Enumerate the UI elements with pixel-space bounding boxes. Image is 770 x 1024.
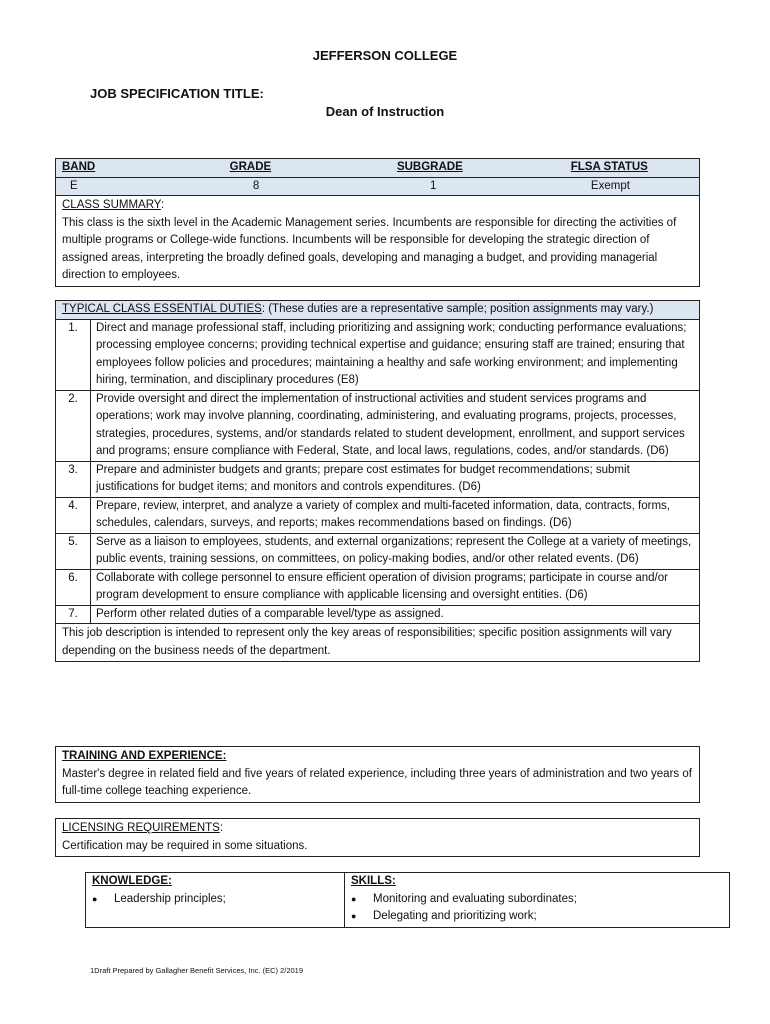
duty-number: 2.: [56, 391, 91, 461]
duty-text: Serve as a liaison to employees, students, and external organizations; represent the College at a variety of meetings, public events, training sessions, on committees, on policy-making bodies, and/or other related events. (D6): [96, 535, 692, 565]
duty-number: 3.: [56, 462, 91, 497]
duties-box: [55, 300, 700, 662]
duty-number: 1.: [56, 320, 91, 390]
duty-number: 7.: [56, 606, 91, 624]
duties-header: [56, 301, 699, 320]
duty-text: Prepare and administer budgets and grants; prepare cost estimates for budget recommendations; submit justifications for budget items; and monitors and controls expenditures. (D6): [96, 463, 630, 493]
licensing-box: LICENSING REQUIREMENTS: Certification may be required in some situations.: [55, 818, 700, 857]
knowledge-item: ● Leadership principles;: [92, 891, 344, 909]
grade-label: GRADE: [229, 161, 272, 173]
licensing-text: Certification may be required in some situations.: [62, 839, 308, 852]
class-summary-text: This class is the sixth level in the Academic Management series. Incumbents are responsible for directing the activities of multiple programs or College-wide functions. Incumbents will be responsible for developing the strategic direction of assigned areas, interpreting the broadly defined goals, developing and managing a budget, and providing managerial direction to employees.: [62, 216, 677, 281]
training-text: Master's degree in related field and five years of related experience, including three years of administration and two years of full-time college teaching experience.: [62, 767, 692, 797]
duty-row: [56, 320, 699, 391]
duty-number: 6.: [56, 570, 91, 605]
skills-label: SKILLS:: [351, 875, 396, 887]
duty-text: Perform other related duties of a comparable level/type as assigned.: [96, 607, 444, 620]
duty-row: [56, 498, 699, 534]
skill-item: ● Delegating and prioritizing work;: [351, 908, 729, 926]
duty-text: Direct and manage professional staff, including prioritizing and assigning work; conducting performance evaluations; processing employee concerns; providing technical expertise and guidance; ensuring staff are trained; ensuring that employees follow policies and procedures; maintaining a healthy and safe working environment; and implementing hiring, termination, and disciplinary procedures (E8): [96, 321, 687, 386]
knowledge-list: [92, 891, 344, 909]
duty-row: [56, 534, 699, 570]
flsa-label: FLSA STATUS: [570, 161, 648, 173]
duty-row: [56, 462, 699, 498]
band-label: BAND: [62, 161, 96, 173]
training-box: [55, 746, 700, 803]
spec-title-label: JOB SPECIFICATION TITLE:: [90, 86, 264, 101]
duty-text: Collaborate with college personnel to ensure efficient operation of division programs; participate in course and/or program development to ensure compliance with applicable licensing and oversight entities. (D6): [96, 571, 668, 601]
skills-list: [351, 891, 729, 926]
classification-box: [55, 158, 700, 287]
duty-number: 4.: [56, 498, 91, 533]
duty-row: [56, 391, 699, 462]
college-name: JEFFERSON COLLEGE: [312, 48, 458, 63]
band-value: E: [70, 179, 78, 192]
licensing-label: LICENSING REQUIREMENTS: [62, 822, 220, 834]
duty-row: [56, 606, 699, 625]
class-summary: CLASS SUMMARY: This class is the sixth level in the Academic Management series. Incumbents are responsible for directing the activities of multiple programs or College-wide functions. Incumbents will be responsible for developing the strategic direction of assigned areas, interpreting the broadly defined goals, developing and managing a budget, and providing managerial direction to employees.: [62, 199, 677, 281]
training-label: TRAINING AND EXPERIENCE:: [62, 750, 227, 762]
knowledge-column: [86, 873, 345, 927]
knowledge-label: KNOWLEDGE:: [92, 875, 172, 887]
grade-value: 8: [252, 179, 260, 192]
footer-note: 1Draft Prepared by Gallagher Benefit Services, Inc. (EC) 2/2019: [90, 966, 304, 975]
duty-text: Prepare, review, interpret, and analyze a variety of complex and multi-faceted information, data, contracts, forms, schedules, calendars, surveys, and reports; makes recommendations based on findings. (D6): [96, 499, 670, 529]
class-summary-label: CLASS SUMMARY: [62, 199, 161, 211]
job-title: Dean of Instruction: [325, 104, 445, 119]
skills-column: [345, 873, 729, 927]
duty-number: 5.: [56, 534, 91, 569]
knowledge-skills-table: [85, 872, 730, 928]
skill-item: ● Monitoring and evaluating subordinates;: [351, 891, 729, 909]
duties-note: : (These duties are a representative sample; position assignments may vary.): [261, 303, 654, 315]
duties-disclaimer: This job description is intended to represent only the key areas of responsibilities; specific position assignments will vary depending on the business needs of the department.: [62, 627, 672, 657]
classification-header-row: [56, 159, 699, 178]
duty-text: Provide oversight and direct the implementation of instructional activities and student services programs and operations; work may involve planning, coordinating, administering, and evaluating programs, projects, processes, strategies, procedures, systems, and/or standards related to student development, enrollment, and support services and programs; ensure compliance with Federal, State, and local laws, regulations, codes, and/or standards. (D6): [96, 392, 685, 457]
classification-values-row: [56, 178, 699, 197]
duty-row: [56, 570, 699, 606]
duties-label: TYPICAL CLASS ESSENTIAL DUTIES: [62, 303, 262, 315]
flsa-value: Exempt: [590, 179, 630, 192]
subgrade-value: 1: [430, 179, 437, 192]
subgrade-label: SUBGRADE: [396, 161, 463, 173]
